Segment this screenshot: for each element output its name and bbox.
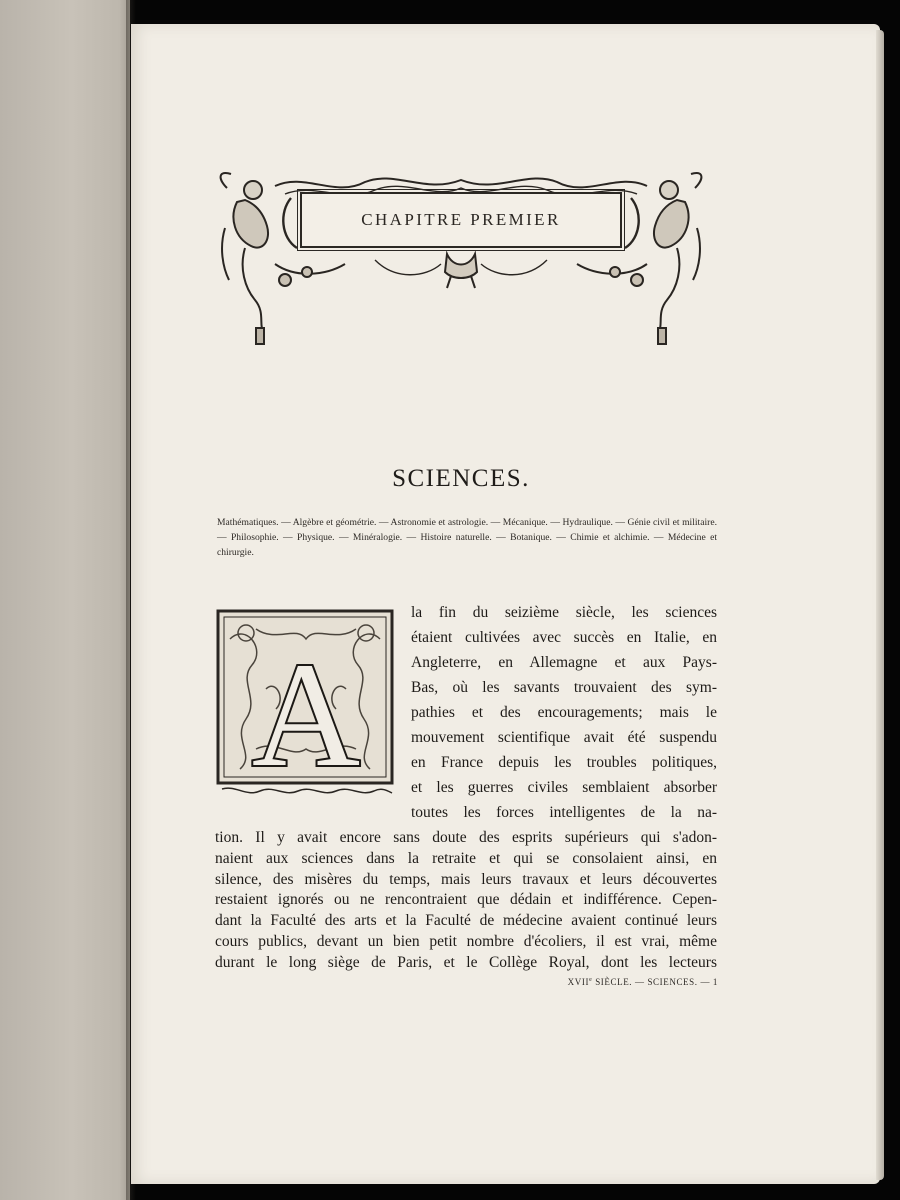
- body-line: et les guerres civiles semblaient absorber: [411, 779, 717, 796]
- folio-rest: SIÈCLE. — SCIENCES. — 1: [592, 977, 718, 987]
- body-line: mouvement scientifique avait été suspendu: [411, 729, 717, 746]
- running-footer: [500, 977, 718, 987]
- folio-century: XVII: [567, 977, 590, 987]
- dropcap-ornament: [216, 609, 396, 801]
- body-line: toutes les forces intelligentes de la na-: [411, 804, 717, 821]
- body-line: la fin du seizième siècle, les sciences: [411, 604, 717, 621]
- body-line: naient aux sciences dans la retraite et qui se consolaient ainsi, en: [215, 849, 717, 867]
- body-line-last: durant le long siège de Paris, et le Collège Royal, dont les lecteurs: [215, 953, 717, 971]
- body-line: dant la Faculté des arts et la Faculté de médecine avaient continué leurs: [215, 912, 717, 930]
- body-line: cours publics, devant un bien petit nombre d'écoliers, il est vrai, même: [215, 933, 717, 950]
- chapter-cartouche: [300, 192, 622, 248]
- section-title: SCIENCES.: [392, 464, 530, 492]
- body-line: Angleterre, en Allemagne et aux Pays-: [411, 654, 717, 671]
- body-line: silence, des misères du temps, mais leurs travaux et leurs découvertes: [215, 870, 717, 888]
- page-edge: [876, 30, 884, 1180]
- chapter-title: CHAPITRE PREMIER: [361, 210, 561, 229]
- chapter-summary: Mathématiques. — Algèbre et géométrie. — Astronomie et astrologie. — Mécanique. — Hydraulique. — Génie civil et militaire. — Philosophie. — Physique. — Minéralogie. — Histoire naturelle. — Botanique. — Chimie et alchimie. — Médecine et chirurgie.: [217, 517, 717, 558]
- dropcap-letter: A: [251, 632, 361, 798]
- body-line: étaient cultivées avec succès en Italie, en: [411, 629, 717, 646]
- body-line: tion. Il y avait encore sans doute des esprits supérieurs qui s'adon-: [215, 829, 717, 846]
- facing-page: [0, 0, 130, 1200]
- body-line: Bas, où les savants trouvaient des sym-: [411, 679, 717, 696]
- body-line: en France depuis les troubles politiques,: [411, 754, 717, 771]
- folio-century-suffix: e: [589, 977, 593, 983]
- body-line: pathies et des encouragements; mais le: [411, 704, 717, 721]
- body-line: restaient ignorés ou ne rencontraient que dédain et indifférence. Cepen-: [215, 891, 717, 909]
